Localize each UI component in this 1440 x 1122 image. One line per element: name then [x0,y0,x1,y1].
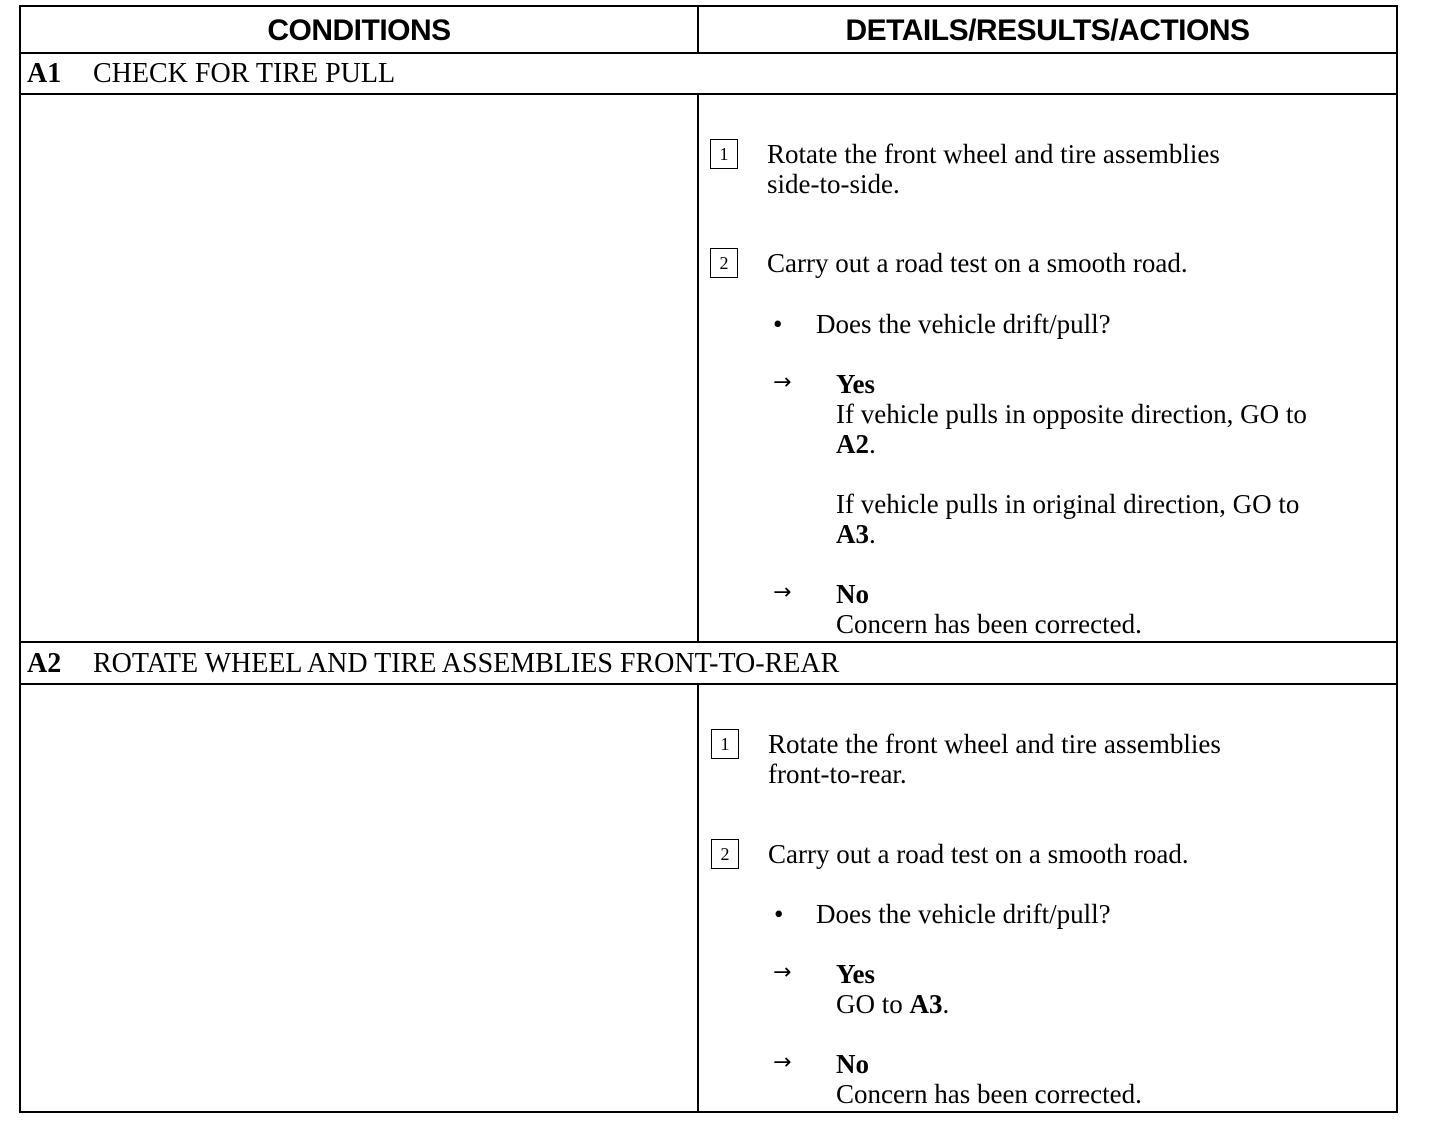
a1-yes-a-period: . [869,429,876,459]
a2-step-2-text: Carry out a road test on a smooth road. [768,839,1189,869]
a2-bullet-icon: • [774,899,784,929]
a1-bullet-icon: • [773,309,783,339]
a1-yes-block [836,369,1307,549]
a1-no-text: Concern has been corrected. [836,609,1142,639]
conditions-header: CONDITIONS [267,13,451,47]
section-a1-id: A1 [27,58,62,89]
a1-no-label: No [836,579,869,609]
details-header: DETAILS/RESULTS/ACTIONS [845,13,1250,47]
a2-yes-arrow-icon: → [773,960,792,985]
a2-no-arrow-icon: → [773,1050,792,1075]
a2-yes-ref: A3 [909,989,943,1019]
a2-no-label: No [836,1049,869,1079]
a2-no-text: Concern has been corrected. [836,1079,1142,1109]
a1-question: Does the vehicle drift/pull? [816,309,1111,339]
a2-step-1-line2: front-to-rear. [768,759,907,789]
section-a2-id: A2 [27,648,62,679]
a1-yes-b-ref: A3 [836,519,869,549]
section-a2-top-divider [21,641,1396,643]
a1-step-1-line1: Rotate the front wheel and tire assemblies [767,139,1220,169]
a2-step-1-text [768,729,1221,789]
a2-yes-block [836,959,949,1019]
a1-yes-label: Yes [836,369,875,399]
column-divider-a1 [697,93,699,641]
a1-yes-arrow-icon: → [773,370,792,395]
a1-step-1-box: 1 [710,139,738,169]
a1-yes-b-period: . [869,519,876,549]
a1-yes-a-line1: If vehicle pulls in opposite direction, GO to [836,399,1307,429]
a2-no-block [836,1049,1142,1109]
a1-yes-b-line1: If vehicle pulls in original direction, GO to [836,489,1300,519]
a1-no-block [836,579,1142,639]
a2-yes-go: GO to [836,989,910,1019]
section-a2-heading: ROTATE WHEEL AND TIRE ASSEMBLIES FRONT-TO-REAR [93,648,840,679]
a1-yes-a-ref: A2 [836,429,869,459]
section-a1-title [27,54,395,94]
a1-step-1-text [767,139,1220,199]
a1-no-arrow-icon: → [773,580,792,605]
a2-question: Does the vehicle drift/pull? [816,899,1111,929]
a2-step-2-box: 2 [711,839,739,869]
a2-yes-label: Yes [836,959,875,989]
a1-step-2-text: Carry out a road test on a smooth road. [767,248,1188,278]
section-a1-heading: CHECK FOR TIRE PULL [93,58,396,89]
a2-yes-period: . [942,989,950,1019]
column-divider-a2 [697,683,699,1111]
a2-step-1-line1: Rotate the front wheel and tire assemblies [768,729,1221,759]
a2-step-1-box: 1 [711,729,739,759]
diagnostic-table [19,5,1398,1113]
section-a2-title [27,644,839,684]
a1-step-1-line2: side-to-side. [767,169,900,199]
a1-step-2-box: 2 [710,248,738,278]
